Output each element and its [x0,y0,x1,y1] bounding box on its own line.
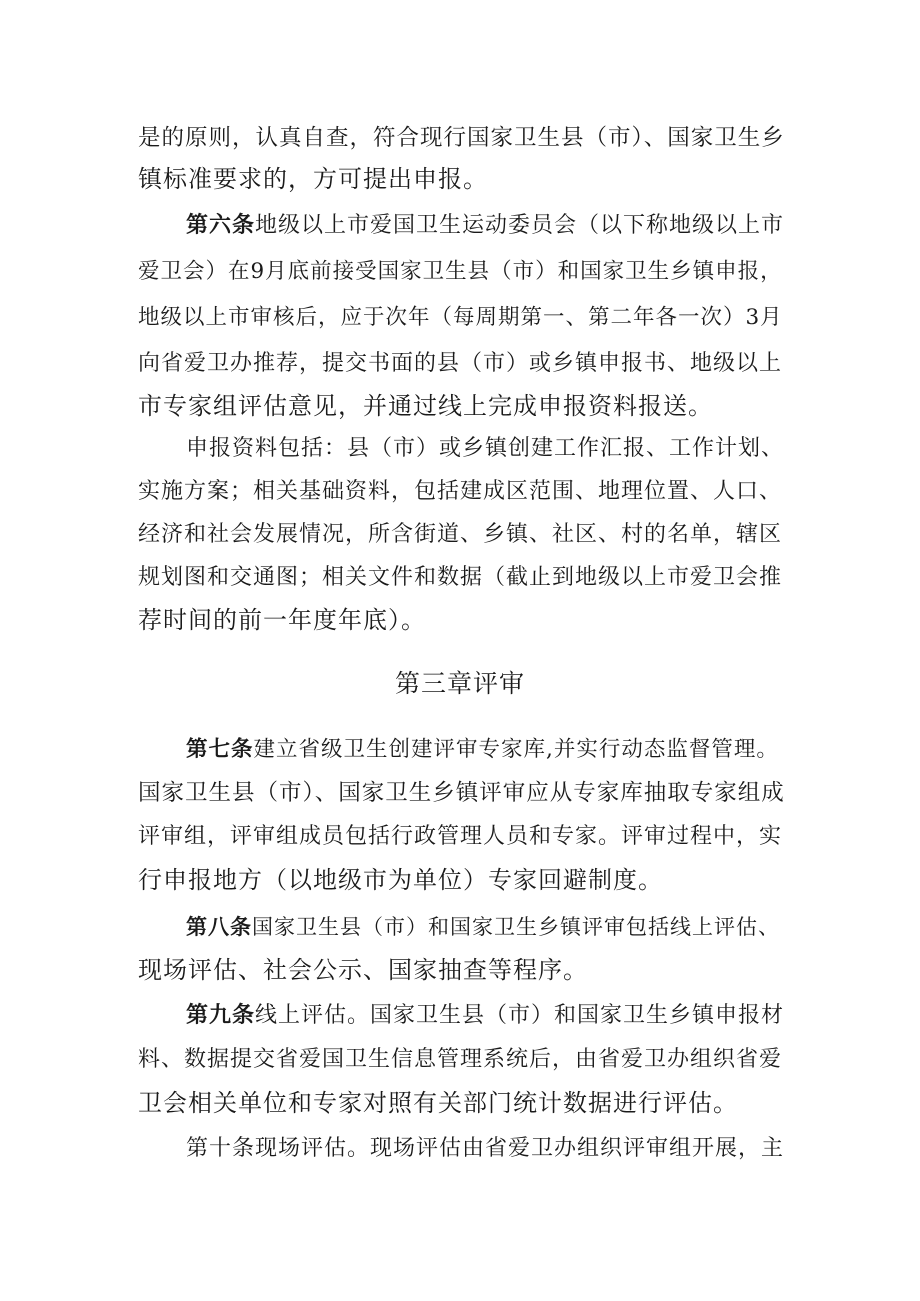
paragraph-line: 地级以上市审核后，应于次年（每周期第一、第二年各一次）3月 [138,305,783,330]
article-8-first-line [186,912,780,942]
article-label: 第六条 [186,213,256,238]
paragraph-line: 爱卫会）在9月底前接受国家卫生县（市）和国家卫生乡镇申报， [138,259,783,284]
paragraph-line: 料、数据提交省爱国卫生信息管理系统后，由省爱卫办组织省爱 [138,1047,783,1072]
paragraph-line: 评审组，评审组成员包括行政管理人员和专家。评审过程中，实 [138,824,783,849]
article-9-first-line [186,1001,784,1031]
paragraph-line: 第十条现场评估。现场评估由省爱卫办组织评审组开展，主 [186,1136,785,1161]
paragraph-line: 市专家组评估意见，并通过线上完成申报资料报送。 [138,392,713,420]
chapter-title: 第三章评审 [394,669,525,698]
paragraph-line: 经济和社会发展情况，所含街道、乡镇、社区、村的名单，辖区 [138,522,783,547]
paragraph-line: 行申报地方（以地级市为单位）专家回避制度。 [138,866,663,894]
article-text: 国家卫生县（市）和国家卫生乡镇评审包括线上评估、 [252,915,780,939]
paragraph-line: 镇标准要求的，方可提出申报。 [138,165,488,193]
article-label: 第九条 [186,1003,256,1028]
article-text: 建立省级卫生创建评审专家库,并实行动态监督管理。 [253,737,779,762]
paragraph-line: 现场评估、社会公示、国家抽查等程序。 [138,956,588,984]
article-7-first-line [186,735,779,765]
paragraph-line: 向省爱卫办推荐，提交书面的县（市）或乡镇申报书、地级以上 [138,351,783,376]
article-6-first-line [186,211,784,241]
article-label: 第八条 [186,915,252,939]
article-text: 地级以上市爱国卫生运动委员会（以下称地级以上市 [255,213,785,238]
paragraph-line: 国家卫生县（市）、国家卫生乡镇评审应从专家库抽取专家组成 [138,780,785,806]
paragraph-line: 申报资料包括：县（市）或乡镇创建工作汇报、工作计划、 [186,436,785,461]
paragraph-line: 是的原则，认真自查，符合现行国家卫生县（市）、国家卫生乡 [138,125,785,151]
paragraph-line: 荐时间的前一年度年底）。 [138,606,426,634]
paragraph-line: 卫会相关单位和专家对照有关部门统计数据进行评估。 [138,1089,738,1117]
article-text: 线上评估。国家卫生县（市）和国家卫生乡镇申报材 [255,1003,785,1028]
article-label: 第七条 [186,737,254,762]
paragraph-line: 实施方案；相关基础资料，包括建成区范围、地理位置、人口、 [138,479,783,504]
paragraph-line: 规划图和交通图；相关文件和数据（截止到地级以上市爱卫会推 [138,565,783,590]
